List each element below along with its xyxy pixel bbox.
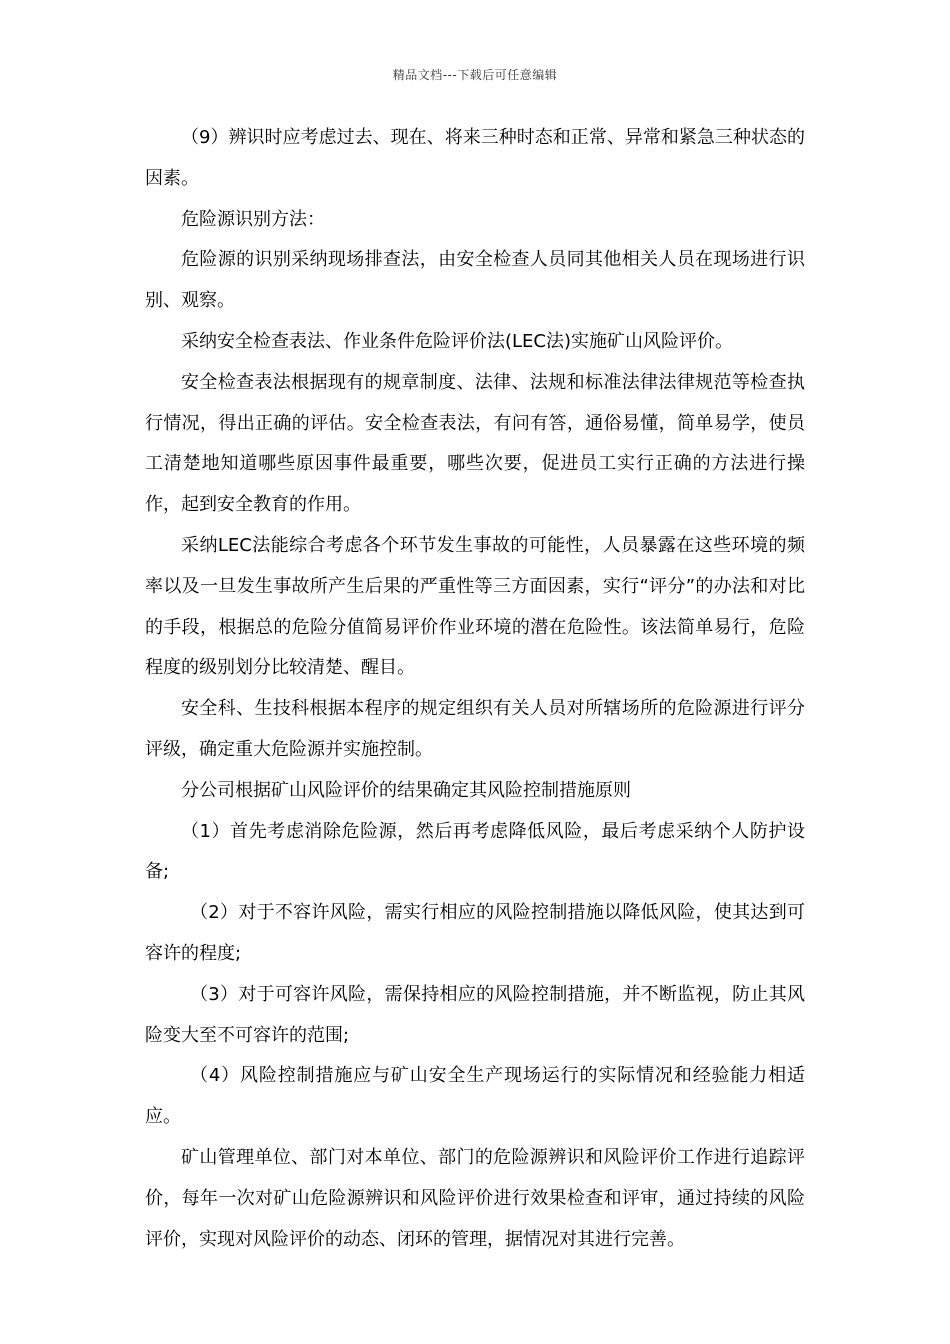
paragraph-on-site-inspection: 危险源的识别采纳现场排查法，由安全检查人员同其他相关人员在现场进行识别、观察。 xyxy=(145,249,805,312)
paragraph-lec-method: 采纳LEC法能综合考虑各个环节发生事故的可能性，人员暴露在这些环境的频率以及一旦发生事故所产生后果的严重性等三方面因素，实行“评分”的办法和对比的手段，根据总的危险分值简易评价作业环境的潜在危险性。该法简单易行，危险程度的级别划分比较清楚、醒目。 xyxy=(145,534,805,679)
paragraph-lec-method-intro: 采纳安全检查表法、作业条件危险评价法(LEC法)实施矿山风险评价。 xyxy=(181,330,734,352)
paragraph-control-principles-heading: 分公司根据矿山风险评价的结果确定其风险控制措施原则 xyxy=(181,779,631,801)
paragraph-tracking-evaluation: 矿山管理单位、部门对本单位、部门的危险源辨识和风险评价工作进行追踪评价，每年一次对矿山危险源辨识和风险评价进行效果检查和评审，通过持续的风险评价，实现对风险评价的动态、闭环的管理，据情况对其进行完善。 xyxy=(145,1146,805,1250)
page-header: 精品文档---下载后可任意编辑 xyxy=(392,68,558,82)
paragraph-principle-2: （2）对于不容许风险，需实行相应的风险控制措施以降低风险，使其达到可容许的程度; xyxy=(145,902,805,964)
document-body xyxy=(145,118,805,1260)
paragraph-principle-4: （4）风险控制措施应与矿山安全生产现场运行的实际情况和经验能力相适应。 xyxy=(145,1065,805,1128)
paragraph-item-9-factors: （9）辨识时应考虑过去、现在、将来三种时态和正常、异常和紧急三种状态的因素。 xyxy=(145,127,805,189)
paragraph-identification-method-heading: 危险源识别方法： xyxy=(181,208,325,230)
paragraph-grading: 安全科、生技科根据本程序的规定组织有关人员对所辖场所的危险源进行评分评级，确定重大危险源并实施控制。 xyxy=(145,698,805,760)
paragraph-checklist-method: 安全检查表法根据现有的规章制度、法律、法规和标准法律法律规范等检查执行情况，得出正确的评估。安全检查表法，有问有答，通俗易懂，简单易学，使员工清楚地知道哪些原因事件最重要，哪些次要，促进员工实行正确的方法进行操作，起到安全教育的作用。 xyxy=(145,371,805,516)
paragraph-principle-1: （1）首先考虑消除危险源，然后再考虑降低风险，最后考虑采纳个人防护设备; xyxy=(145,820,805,883)
paragraph-principle-3: （3）对于可容许风险，需保持相应的风险控制措施，并不断监视，防止其风险变大至不可容许的范围; xyxy=(145,983,805,1046)
